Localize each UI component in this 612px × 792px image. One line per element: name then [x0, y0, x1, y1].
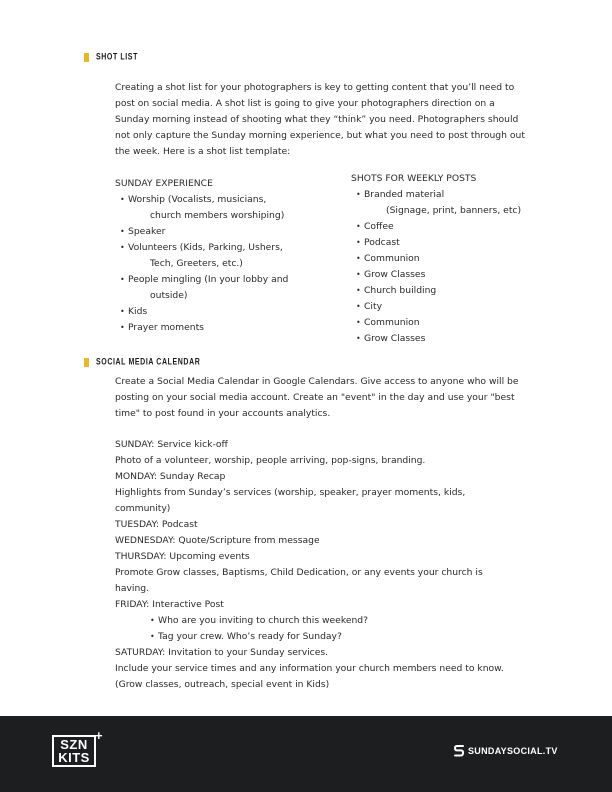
weekly-posts-heading: SHOTS FOR WEEKLY POSTS — [351, 173, 477, 184]
day-line: TUESDAY: Podcast — [115, 519, 198, 530]
list-item: • Branded material — [364, 187, 444, 203]
list-item: • Tag your crew. Who’s ready for Sunday? — [158, 629, 342, 645]
logo-plus: + — [95, 728, 103, 743]
day-line: FRIDAY: Interactive Post — [115, 599, 224, 610]
header-accent-bar — [84, 53, 89, 62]
day-line: THURSDAY: Upcoming events — [115, 551, 250, 562]
section-heading: SOCIAL MEDIA CALENDAR — [96, 357, 201, 368]
list-item: • Church building — [364, 283, 436, 299]
list-item: • Grow Classes — [364, 331, 425, 347]
section-header-calendar — [84, 358, 200, 367]
list-item-continuation: Tech, Greeters, etc.) — [150, 258, 243, 269]
list-item: • Prayer moments — [128, 320, 204, 336]
day-detail: Highlights from Sunday’s services (worship, speaker, prayer moments, kids, — [115, 487, 466, 498]
list-item: • City — [364, 299, 382, 315]
day-line: SATURDAY: Invitation to your Sunday services. — [115, 647, 329, 658]
list-item: • Podcast — [364, 235, 400, 251]
section-header-shot-list — [84, 53, 138, 62]
header-accent-bar — [84, 358, 89, 367]
day-detail: community) — [115, 503, 171, 514]
day-detail: Promote Grow classes, Baptisms, Child Dedication, or any events your church is — [115, 567, 483, 578]
list-item: • Speaker — [128, 224, 165, 240]
day-detail: Photo of a volunteer, worship, people arriving, pop-signs, branding. — [115, 455, 426, 466]
list-item-continuation: outside) — [150, 290, 188, 301]
day-line: SUNDAY: Service kick-off — [115, 439, 228, 450]
list-item: • Coffee — [364, 219, 394, 235]
list-item: • Grow Classes — [364, 267, 425, 283]
list-item: • Worship (Vocalists, musicians, — [128, 192, 266, 208]
day-detail: (Grow classes, outreach, special event in Kids) — [115, 679, 330, 690]
section-heading: SHOT LIST — [96, 52, 138, 63]
szn-kits-logo — [52, 735, 96, 767]
day-detail: Include your service times and any information your church members need to know. — [115, 663, 504, 674]
sunday-social-icon — [453, 744, 465, 758]
list-item-continuation: church members worshiping) — [150, 210, 285, 221]
list-item: • Communion — [364, 251, 420, 267]
shot-list-intro: Creating a shot list for your photographers is key to getting content that you’ll need to post on social media. A shot list is going to give your photographers direction on a Sunday morning instead of shooting what they “think” you need. Photographers should not only capture the Sunday morning experience, but what you need to post through out the week. Here is a shot list template: — [115, 82, 525, 157]
day-line: MONDAY: Sunday Recap — [115, 471, 226, 482]
list-item: • Volunteers (Kids, Parking, Ushers, — [128, 240, 283, 256]
day-line: WEDNESDAY: Quote/Scripture from message — [115, 535, 320, 546]
logo-line-top: SZN — [60, 737, 88, 752]
sunday-experience-heading: SUNDAY EXPERIENCE — [115, 178, 213, 189]
day-detail: having. — [115, 583, 150, 594]
list-item-continuation: (Signage, print, banners, etc) — [386, 205, 522, 216]
site-url: SUNDAYSOCIAL.TV — [468, 746, 558, 756]
calendar-intro: Create a Social Media Calendar in Google Calendars. Give access to anyone who will be posting on your social media account. Create an "event" in the day and use your "best time" to post found in your accounts analytics. — [115, 376, 519, 419]
list-item: • Kids — [128, 304, 147, 320]
list-item: • Communion — [364, 315, 420, 331]
list-item: • People mingling (In your lobby and — [128, 272, 288, 288]
logo-line-bottom: KITS — [58, 750, 90, 765]
list-item: • Who are you inviting to church this weekend? — [158, 613, 368, 629]
